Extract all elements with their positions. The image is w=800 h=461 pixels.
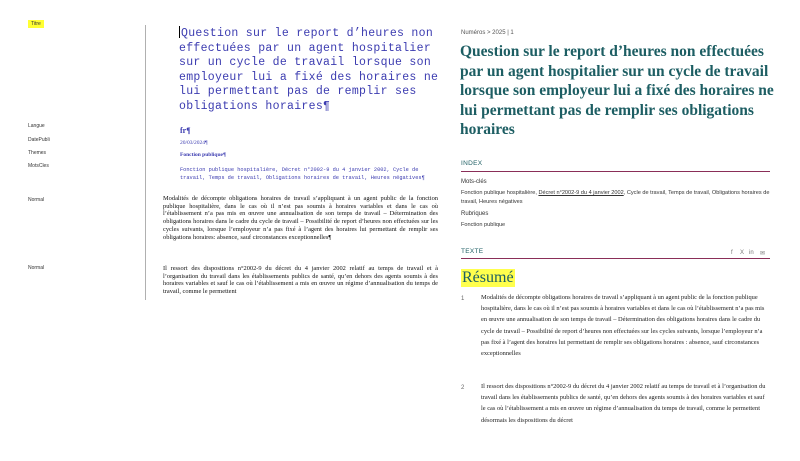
- facebook-icon[interactable]: f: [731, 250, 733, 256]
- breadcrumb[interactable]: Numéros > 2025 | 1: [461, 30, 514, 36]
- keywords-field[interactable]: Fonction publique hospitalière, Décret n°2002-9 du 4 janvier 2002, Cycle de travail, Temps de travail, Obligations horaires de travail, Heures négatives¶: [180, 167, 425, 181]
- paragraph-number: 2: [461, 385, 465, 391]
- body-paragraph: Il ressort des dispositions n°2002-9 du décret du 4 janvier 2002 relatif au temps de travail et à l’organisation du travail dans les établissements publics de santé, qu’en dehors des agents soumis à des horaires variables et sauf le cas où l’établissement a mis en œuvre un régime d’annualisation du temps de travail, comme le permettent désormais les dispositions du décret: [481, 383, 766, 424]
- document-title-text: Question sur le report d’heures non effectuées par un agent hospitalier sur un cycle de travail lorsque son employeur lui a fixé des horaires ne lui permettant pas de remplir ses obligations horaires¶: [179, 27, 439, 113]
- style-label-normal[interactable]: Normal: [28, 197, 45, 203]
- keyword-link[interactable]: Décret n°2002-9 du 4 janvier 2002: [538, 190, 624, 196]
- text-cursor: [179, 26, 180, 38]
- word-processor-pane: [0, 0, 440, 300]
- summary-paragraph[interactable]: Modalités de décompte obligations horaires de travail s’appliquant à un agent public de la fonction publique hospitalière, dans le cas où il n’est pas soumis à horaires variables et dans le cas où l’établissement n’a pas mis en œuvre une annualisation de son temps de travail – Détermination des obligations horaires dans le cadre du cycle de travail – Possibilité de report d’heures non effectuées sur les cycles suivants, lorsque l’employeur n’a pas fixé à l’agent des horaires lui permettant de remplir ses obligations horaires: absence, sauf circonstances exceptionnelles¶: [163, 195, 438, 241]
- style-area: [0, 0, 145, 300]
- web-preview-pane: [445, 0, 800, 461]
- texte-heading: TEXTE: [461, 248, 484, 255]
- style-label-themes[interactable]: Themes: [28, 150, 47, 156]
- body-paragraph[interactable]: Il ressort des dispositions n°2002-9 du décret du 4 janvier 2002 relatif au temps de travail et à l’organisation du travail dans les établissements publics de santé, qu’en dehors des agents soumis à des horaires variables et sauf le cas où l’établissement a mis en œuvre un régime d’annualisation du temps de travail, comme le permettent: [163, 265, 438, 296]
- section-divider: [461, 171, 770, 172]
- publication-date[interactable]: 20/03/2024¶: [180, 140, 208, 146]
- paragraph-number: 1: [461, 296, 465, 302]
- keywords-text: , Cycle de travail, Temps de travail, Obligations horaires de travail, Heures négatives: [461, 190, 770, 205]
- x-icon[interactable]: X: [740, 250, 745, 256]
- language-mark[interactable]: fr¶: [180, 126, 191, 135]
- theme-field[interactable]: Fonction publique¶: [180, 152, 226, 158]
- section-divider: [461, 258, 770, 259]
- page-title: Question sur le report d’heures non effectuées par un agent hospitalier sur un cycle de travail lorsque son employeur lui a fixé des horaires ne lui permettant pas de remplir ses obligations horaires: [460, 43, 774, 138]
- document-title[interactable]: [179, 26, 439, 114]
- keywords-label: Mots-clés: [461, 179, 487, 185]
- keywords-list: [461, 189, 771, 207]
- page-border: [145, 25, 146, 300]
- style-label-normal[interactable]: Normal: [28, 265, 45, 271]
- linkedin-icon[interactable]: in: [749, 250, 754, 256]
- style-label-datepubli[interactable]: DatePubli: [28, 137, 50, 143]
- rubriques-label: Rubriques: [461, 211, 489, 217]
- index-heading: INDEX: [461, 160, 483, 167]
- rubriques-value[interactable]: Fonction publique: [461, 222, 506, 228]
- resume-heading: Résumé: [462, 269, 514, 286]
- style-label-motscles[interactable]: MotsCles: [28, 163, 49, 169]
- mail-icon[interactable]: ✉: [760, 251, 766, 257]
- keywords-text: Fonction publique hospitalière,: [461, 190, 539, 196]
- summary-paragraph: Modalités de décompte obligations horaires de travail s’appliquant à un agent public de la fonction publique hospitalière, dans le cas où il n’est pas soumis à horaires variables et dans le cas où l’établissement n’a pas mis en œuvre une annualisation de son temps de travail – Détermination des obligations horaires dans le cadre du cycle de travail – Possibilité de report d’heures non effectuées sur les cycles suivants, lorsque l’employeur n’a pas fixé à l’agent des horaires lui permettant de remplir ses obligations horaires : absence, sauf circonstances exceptionnelles: [481, 294, 765, 358]
- style-label-langue[interactable]: Langue: [28, 123, 45, 129]
- style-label-titre[interactable]: Titre: [28, 20, 44, 28]
